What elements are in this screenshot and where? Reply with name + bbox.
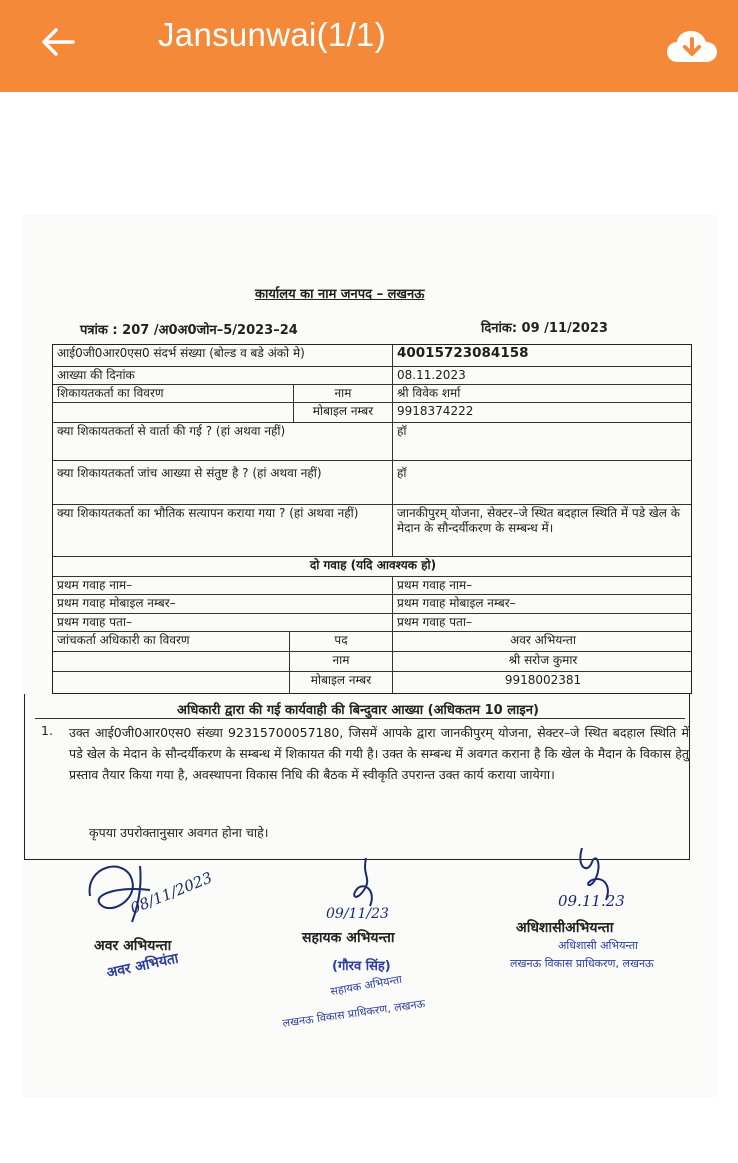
signature-middle-stamp-1: सहायक अभियन्ता [329, 972, 403, 999]
table-row [53, 385, 691, 403]
signature-middle-name: (गौरव सिंह) [332, 959, 391, 974]
signature-right-stamp-2: लखनऊ विकास प्राधिकरण, लखनऊ [510, 957, 654, 970]
q3-value: जानकीपुरम् योजना, सेक्टर–जे स्थित बदहाल स्थिति में पडे खेल के मेदान के सौन्दर्यीकरण के सम्बन्ध में। [397, 506, 680, 535]
q1-value: हॉ [397, 424, 407, 438]
post-label: पद [334, 633, 348, 647]
action-closing: कृपया उपरोक्तानुसार अवगत होना चाहे। [89, 825, 269, 840]
date-value: 08.11.2023 [397, 368, 466, 382]
document-page [24, 216, 716, 1096]
office-heading: कार्यालय का नाम जनपद – लखनऊ [255, 287, 425, 302]
officer-label: जांचकर्ता अधिकारी का विवरण [57, 633, 190, 647]
signature-right-stamp-1: अधिशासी अभियन्ता [558, 939, 639, 952]
table-row [53, 577, 691, 595]
name-label: नाम [334, 386, 352, 400]
complainant-label: शिकायतकर्ता का विवरण [57, 386, 164, 400]
signature-right-date: 09.11.23 [558, 892, 625, 910]
signature-middle-title: सहायक अभियन्ता [302, 930, 395, 946]
post-value: अवर अभियन्ता [510, 633, 576, 647]
cloud-download-icon [664, 26, 720, 70]
action-text: उक्त आई0जी0आर0एस0 संख्या 92315700057180, जिसमें आपके द्वारा जानकीपुरम् योजना, सेक्टर–जे स्थित बदहाल स्थिति में पडे खेल के मेदान के सौन्दर्यीकरण के सम्बन्ध में शिकायत की गयी है। उक्त के सम्बन्ध में अवगत कराना है कि खेल के मैदान के विकास हेतु प्रस्ताव तैयार किया गया है, अवस्थापना विकास निधि की बैठक में स्वीकृति उपरान्त उक्त कार्य कराया जायेगा। [69, 725, 689, 782]
witness-mobile-right: प्रथम गवाह मोबाइल नम्बर– [397, 596, 516, 610]
signature-middle-stamp-2: लखनऊ विकास प्राधिकरण, लखनऊ [281, 997, 426, 1030]
letter-number: पत्रांक : 207 /अ0अ0जोन–5/2023–24 [80, 323, 298, 338]
q3-label: क्या शिकायतकर्ता का भौतिक सत्यापन कराया गया ? (हां अथवा नहीं) [57, 506, 359, 520]
back-button[interactable] [36, 20, 80, 64]
q2-value: हॉ [397, 466, 407, 480]
officer-name-label: नाम [332, 653, 350, 667]
arrow-left-icon [40, 26, 76, 58]
witness-address-right: प्रथम गवाह पता– [397, 615, 472, 629]
letter-date: दिनांक: 09 /11/2023 [481, 321, 608, 336]
table-row [53, 672, 691, 693]
table-row [53, 367, 691, 385]
signature-middle [342, 856, 392, 912]
app-bar [0, 0, 738, 92]
table-row [53, 403, 691, 423]
table-row [53, 505, 691, 557]
q2-label: क्या शिकायतकर्ता जांच आख्या से संतुष्ट है ? (हां अथवा नहीं) [57, 466, 322, 480]
witness-address-left: प्रथम गवाह पता– [57, 615, 132, 629]
signature-left-date: 08/11/2023 [127, 868, 215, 918]
table-row [53, 614, 691, 632]
table-row [53, 557, 691, 577]
officer-mobile-label: मोबाइल नम्बर [310, 673, 372, 687]
officer-name-value: श्री सरोज कुमार [508, 653, 578, 667]
q1-label: क्या शिकायतकर्ता से वार्ता की गई ? (हां अथवा नहीं) [57, 424, 286, 438]
igrs-label: आई0जी0आर0एस0 संदर्भ संख्या (बोल्ड व बडे अंको मे) [57, 346, 305, 360]
witness-name-left: प्रथम गवाह नाम– [57, 578, 133, 592]
igrs-value: 40015723084158 [397, 345, 529, 361]
signature-left-title: अवर अभियन्ता [94, 938, 172, 954]
date-label: आख्या की दिनांक [57, 368, 135, 382]
officer-mobile-value: 9918002381 [504, 673, 582, 687]
table-row [53, 632, 691, 652]
action-section [24, 694, 690, 860]
signature-middle-date: 09/11/23 [326, 906, 389, 922]
table-row [53, 652, 691, 672]
name-value: श्री विवेक शर्मा [397, 386, 461, 400]
signature-right-title: अधिशासीअभियन्ता [516, 920, 614, 936]
mobile-label: मोबाइल नम्बर [312, 404, 374, 418]
download-button[interactable] [664, 26, 720, 70]
witness-mobile-left: प्रथम गवाह मोबाइल नम्बर– [57, 596, 176, 610]
page-title: Jansunwai(1/1) [158, 16, 386, 53]
witness-name-right: प्रथम गवाह नाम– [397, 578, 473, 592]
report-table [52, 344, 692, 694]
table-row [53, 461, 691, 505]
table-row [53, 595, 691, 614]
witness-header: दो गवाह (यदि आवश्यक हो) [309, 558, 437, 572]
mobile-value: 9918374222 [397, 404, 474, 418]
signature-left-stamp: अवर अभियंता [105, 950, 180, 982]
action-number: 1. [41, 723, 53, 738]
table-row [53, 423, 691, 461]
table-row [53, 345, 691, 367]
action-header: अधिकारी द्वारा की गई कार्यवाही की बिन्दुवार आख्या (अधिकतम 10 लाइन) [177, 703, 539, 718]
